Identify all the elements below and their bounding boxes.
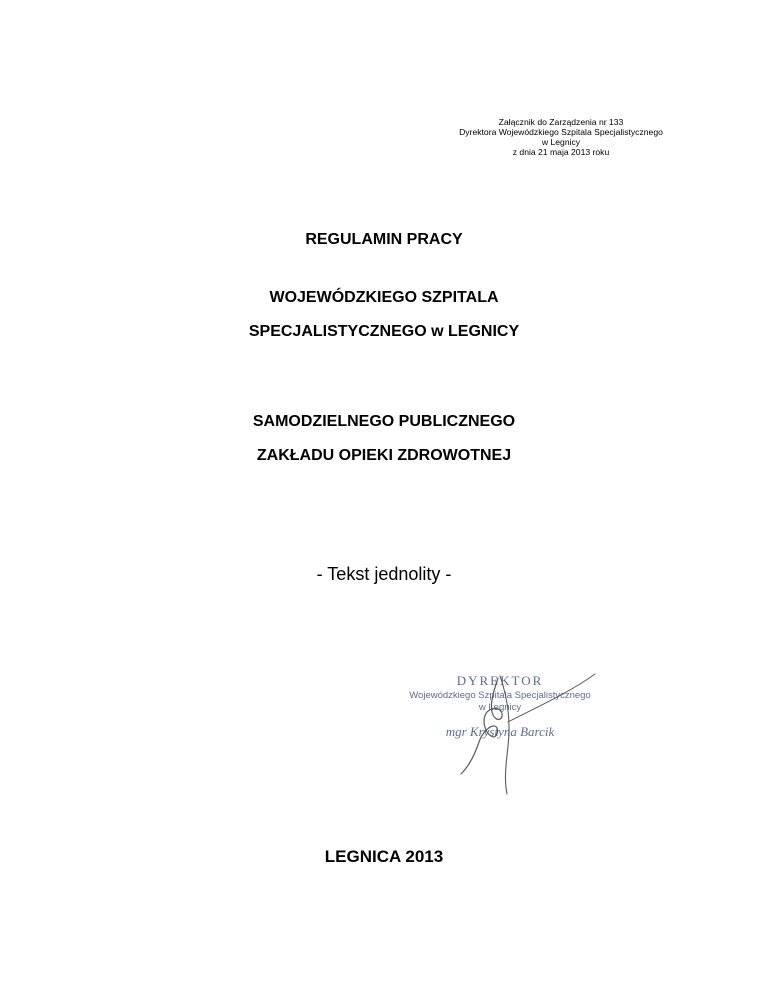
handwritten-signature	[395, 650, 605, 800]
director-stamp	[395, 650, 605, 800]
stamp-director-name: mgr Krystyna Barcik	[445, 724, 555, 739]
institution-line-2: ZAKŁADU OPIEKI ZDROWOTNEJ	[256, 447, 512, 464]
stamp-institution: Wojewódzkiego Szpitala Specjalistycznego	[409, 690, 591, 701]
header-note-line-3: w Legnicy	[541, 137, 581, 147]
header-note-line-2: Dyrektora Wojewódzkiego Szpitala Specjalistycznego	[459, 127, 663, 137]
hospital-name-line-2: SPECJALISTYCZNEGO w LEGNICY	[248, 323, 520, 340]
stamp-title: DYREKTOR	[456, 673, 544, 688]
institution-line-1: SAMODZIELNEGO PUBLICZNEGO	[252, 413, 516, 430]
header-note	[426, 117, 696, 157]
header-note-line-4: z dnia 21 maja 2013 roku	[512, 147, 610, 157]
stamp-city: w Legnicy	[478, 702, 522, 713]
document-title: REGULAMIN PRACY	[305, 231, 463, 248]
hospital-name-line-1: WOJEWÓDZKIEGO SZPITALA	[269, 289, 499, 306]
header-note-line-1: Załącznik do Zarządzenia nr 133	[498, 117, 624, 127]
place-and-year: LEGNICA 2013	[324, 847, 444, 866]
document-subtitle: - Tekst jednolity -	[316, 564, 452, 584]
